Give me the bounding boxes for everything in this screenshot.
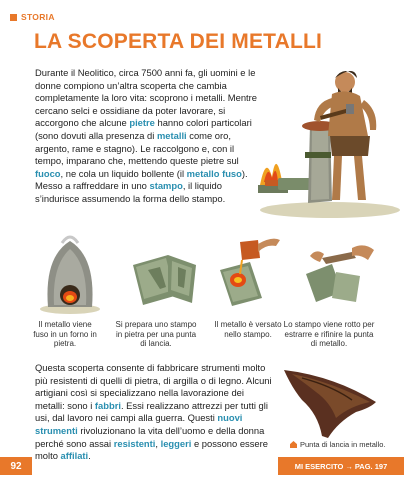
page-title: LA SCOPERTA DEI METALLI [34,30,323,53]
caption-mold: Si prepara uno stampo in pietra per una punta di lancia. [115,320,197,349]
exercise-label: MI ESERCITO [294,461,344,471]
blacksmith-illustration [250,60,400,220]
highlighted-term: nuovi strumenti [35,412,243,436]
caption-furnace: Il metallo viene fuso in un forno in pietra. [33,320,97,349]
text-run: . [88,450,91,462]
text-run: rivoluzionano la vita dell’uomo e della donna perché sono assai [35,424,265,449]
pouring-metal-illustration [210,230,285,310]
text-run: e possono essere molto [35,437,268,462]
highlighted-term: resistenti [113,437,156,449]
spearhead-illustration [282,366,382,440]
section-tag [10,12,55,22]
text-run: . Essi realizzano attrezzi per tutti gli usi, dal lavoro nei campi alla guerra. Questi [35,399,268,424]
text-run: come oro, argento, rame e stagno). Le raccolgono e, con il tempo, imparano che, mettendo queste pietre sul [35,129,239,167]
text-run: Durante il Neolitico, circa 7500 anni fa, gli uomini e le donne compiono un’altra scoperta che cambia completamente la loro vita: scoprono i metalli. Mentre cercano selci e ossidiane da poter lavorare, si accorgono che alcune [35,67,257,129]
highlighted-term: stampo [149,180,183,192]
arrow-right-icon: → [345,461,353,471]
text-run: ). Messo a raffreddare in uno [35,167,248,192]
body-paragraph [35,362,275,463]
page-number: 92 [0,457,32,475]
highlighted-term: fuoco [35,167,61,179]
caption-breaking: Lo stampo viene rotto per estrarre e rifinire la punta di metallo. [283,320,375,349]
section-square-icon [10,14,17,21]
spearhead-caption [290,440,385,449]
section-label: STORIA [21,12,55,22]
stone-mold-illustration [128,245,203,310]
breaking-mold-illustration [300,238,380,310]
house-icon [290,441,297,448]
caption-pouring: Il metallo è versato nello stampo. [214,320,282,339]
highlighted-term: leggeri [160,437,192,449]
spearhead-caption-text: Punta di lancia in metallo. [300,440,386,449]
intro-paragraph [35,67,265,206]
exercise-page-ref: PAG. 197 [354,461,388,471]
highlighted-term: fabbri [94,399,121,411]
text-run: , [155,437,161,449]
highlighted-term: affilati [60,450,89,462]
exercise-reference[interactable] [278,457,404,475]
text-run: , il liquido s’indurisce assumendo la forma dello stampo. [35,180,226,204]
text-run: Questa scoperta consente di fabbricare strumenti molto più resistenti di quelli di pietra, di argilla o di legno. Alcuni artigiani così si specializzano nella lavorazione dei metalli: sono i [35,362,272,411]
highlighted-term: metallo fuso [186,167,242,179]
highlighted-term: metalli [156,129,187,141]
text-run: , ne cola un liquido bollente (il [60,167,187,179]
furnace-illustration [40,225,100,315]
text-run: hanno colori particolari (sono dovuti alla presenza di [35,117,252,141]
highlighted-term: pietre [129,117,155,129]
